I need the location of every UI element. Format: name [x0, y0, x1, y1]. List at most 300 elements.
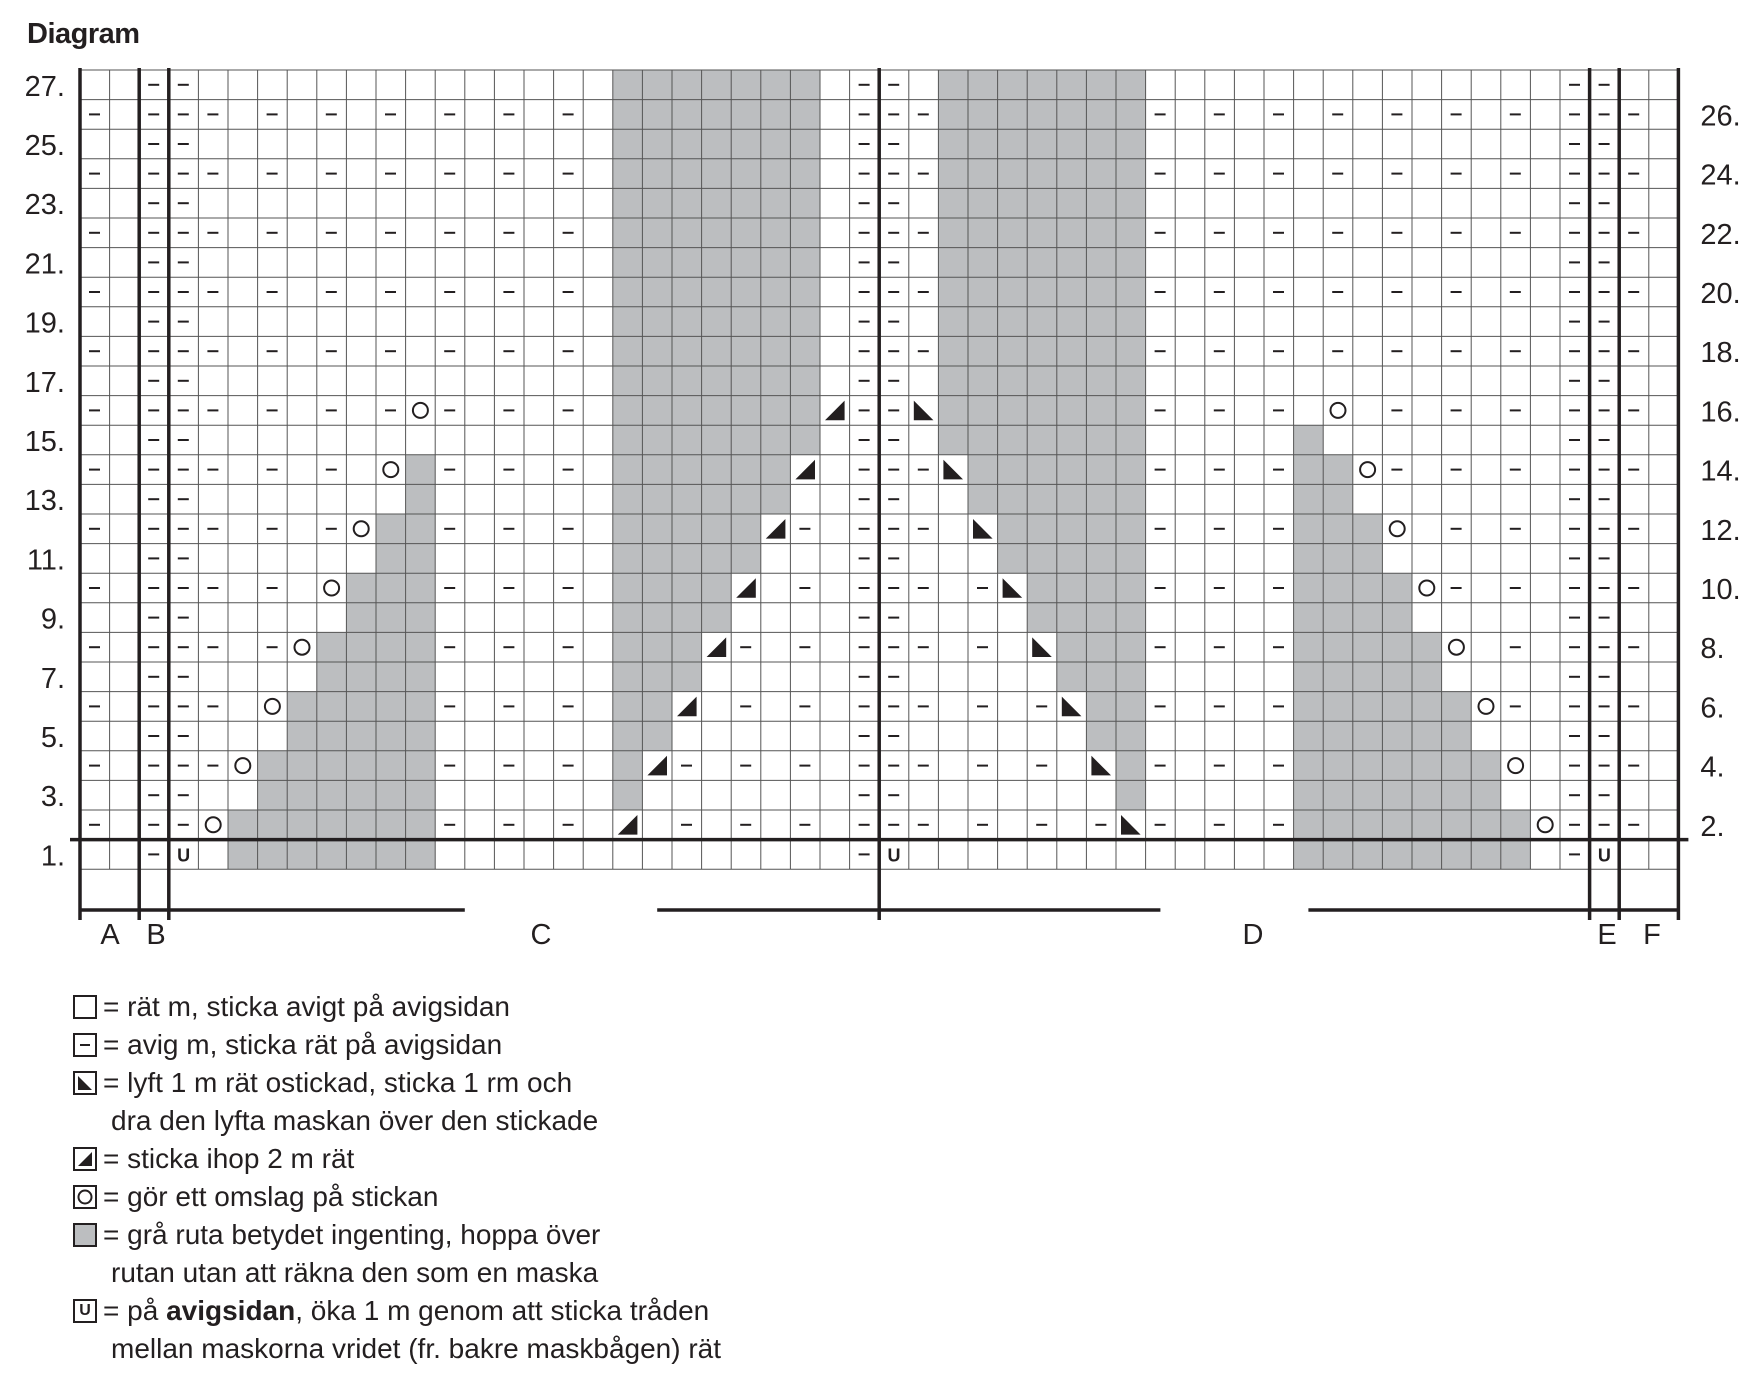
row-number-left: 17. [24, 366, 65, 399]
grey-cell [1027, 248, 1057, 278]
grey-cell [1412, 692, 1442, 722]
grey-cell [1116, 484, 1146, 514]
grey-cell [968, 425, 998, 455]
grey-cell [672, 396, 702, 426]
grey-cell [1027, 277, 1057, 307]
grey-cell [998, 514, 1028, 544]
grey-cell [406, 780, 436, 810]
chart-title: Diagram [27, 18, 140, 50]
grey-cell [1057, 277, 1087, 307]
row-number-left: 7. [40, 662, 65, 695]
grey-cell [998, 484, 1028, 514]
grey-cell [1116, 544, 1146, 574]
grey-cell [761, 425, 791, 455]
grey-cell [613, 277, 643, 307]
grey-cell [1116, 248, 1146, 278]
grey-cell [672, 248, 702, 278]
grey-cell [790, 336, 820, 366]
grey-cell [406, 662, 436, 692]
grey-cell [1471, 840, 1501, 870]
grey-cell [1323, 692, 1353, 722]
grey-cell [1057, 248, 1087, 278]
grey-cell [1323, 514, 1353, 544]
grey-cell [346, 840, 376, 870]
grey-cell [998, 544, 1028, 574]
grey-cell [702, 248, 732, 278]
legend-item [73, 1216, 721, 1254]
grey-cell [258, 751, 288, 781]
grey-cell [1027, 366, 1057, 396]
grey-cell [731, 307, 761, 337]
grey-cell [406, 484, 436, 514]
grey-cell [613, 632, 643, 662]
yarn-over-symbol [1479, 699, 1494, 714]
grey-cell [346, 751, 376, 781]
grey-cell [672, 455, 702, 485]
grey-cell [968, 100, 998, 130]
grey-cell [1027, 544, 1057, 574]
grey-cell [613, 780, 643, 810]
grey-cell [1086, 366, 1116, 396]
grey-cell [702, 159, 732, 189]
legend-text: rutan utan att räkna den som en maska [111, 1257, 599, 1288]
grey-cell [672, 484, 702, 514]
grey-cell [1027, 484, 1057, 514]
yarn-over-symbol [354, 521, 369, 536]
grey-cell [1057, 484, 1087, 514]
grey-cell [317, 780, 347, 810]
grey-cell [406, 573, 436, 603]
grey-cell [938, 396, 968, 426]
grey-cell [1353, 603, 1383, 633]
u-increase-icon: U [73, 1299, 97, 1323]
grey-cell [761, 188, 791, 218]
grey-cell [731, 218, 761, 248]
grey-cell [287, 751, 317, 781]
row-number-right: 6. [1700, 692, 1725, 725]
grey-cell [1442, 780, 1472, 810]
grey-cell [761, 396, 791, 426]
grey-cell [1086, 100, 1116, 130]
grey-cell [406, 455, 436, 485]
grey-cell [346, 603, 376, 633]
grey-cell [702, 396, 732, 426]
grey-cell [642, 336, 672, 366]
grey-cell [1027, 100, 1057, 130]
grey-cell [761, 159, 791, 189]
grey-cell [1442, 751, 1472, 781]
grey-cell [1116, 603, 1146, 633]
grey-cell [613, 751, 643, 781]
grey-cell [1294, 484, 1324, 514]
grey-cell [731, 100, 761, 130]
increase-symbol: U [177, 845, 191, 866]
grey-cell [1323, 573, 1353, 603]
grey-cell [702, 425, 732, 455]
grey-cell [642, 70, 672, 100]
grey-cell [1057, 455, 1087, 485]
grey-cell [702, 544, 732, 574]
row-number-left: 5. [40, 722, 65, 754]
grey-cell [287, 780, 317, 810]
grey-cell [1116, 455, 1146, 485]
yarn-over-symbol [265, 699, 280, 714]
legend-text: mellan maskorna vridet (fr. bakre maskbågen) rät [111, 1333, 722, 1364]
grey-cell [1086, 188, 1116, 218]
grey-cell [376, 840, 406, 870]
grey-cell [613, 514, 643, 544]
grey-cell [790, 129, 820, 159]
grey-cell [702, 514, 732, 544]
grey-cell [406, 544, 436, 574]
grey-cell [968, 484, 998, 514]
grey-cell [642, 277, 672, 307]
grey-cell [613, 307, 643, 337]
grey-cell [1116, 692, 1146, 722]
grey-cell [1353, 721, 1383, 751]
grey-cell [1116, 632, 1146, 662]
grey-cell [761, 218, 791, 248]
grey-cell [702, 336, 732, 366]
grey-cell [1323, 751, 1353, 781]
grey-cell [642, 632, 672, 662]
legend-text: = grå ruta betydet ingenting, hoppa över [103, 1219, 601, 1250]
grey-cell [968, 307, 998, 337]
legend-item [73, 1064, 721, 1102]
grey-cell [1294, 662, 1324, 692]
row-number-right: 16. [1700, 396, 1741, 429]
grey-cell [1353, 544, 1383, 574]
grey-cell [790, 218, 820, 248]
grey-cell [1086, 662, 1116, 692]
grey-cell [1086, 455, 1116, 485]
grey-cell [406, 603, 436, 633]
ssk-symbol [973, 519, 993, 539]
grey-cell [1382, 692, 1412, 722]
row-number-right: 4. [1700, 751, 1725, 784]
grey-cell [376, 692, 406, 722]
section-label-e: E [1597, 919, 1617, 951]
grey-cell [1027, 70, 1057, 100]
grey-cell [642, 425, 672, 455]
grey-cell [1086, 129, 1116, 159]
grey-cell [702, 129, 732, 159]
grey-cell [1353, 573, 1383, 603]
row-number-right: 24. [1700, 159, 1741, 192]
grey-cell [938, 159, 968, 189]
grey-cell [1412, 662, 1442, 692]
grey-cell [790, 425, 820, 455]
k2tog-symbol [647, 756, 667, 776]
grey-cell [1086, 721, 1116, 751]
grey-cell [731, 159, 761, 189]
grey-cell [376, 780, 406, 810]
section-label-d: D [1242, 919, 1264, 951]
grey-cell [998, 425, 1028, 455]
grey-cell [761, 484, 791, 514]
grey-cell [642, 662, 672, 692]
grey-cell [702, 455, 732, 485]
grey-cell [1353, 662, 1383, 692]
legend-item [73, 1292, 721, 1330]
grey-cell [1116, 218, 1146, 248]
yarn-over-symbol [235, 758, 250, 773]
grey-cell [1086, 692, 1116, 722]
grey-cell [968, 188, 998, 218]
grey-cell [1382, 603, 1412, 633]
grey-cell [731, 129, 761, 159]
grey-cell [1294, 721, 1324, 751]
grey-cell [938, 366, 968, 396]
grey-cell [998, 307, 1028, 337]
grey-cell [317, 810, 347, 840]
yarn-over-symbol [1508, 758, 1523, 773]
grey-cell [672, 188, 702, 218]
grey-cell [346, 573, 376, 603]
grey-cell [1027, 603, 1057, 633]
grey-cell [1323, 484, 1353, 514]
row-number-right: 20. [1700, 278, 1741, 310]
grey-cell [613, 484, 643, 514]
grey-cell [731, 366, 761, 396]
grey-cell [938, 307, 968, 337]
grey-cell [1294, 751, 1324, 781]
k2tog-symbol [618, 815, 638, 835]
grey-cell [968, 70, 998, 100]
grey-cell [317, 721, 347, 751]
grey-cell [406, 721, 436, 751]
grey-cell [731, 188, 761, 218]
row-number-right: 22. [1700, 218, 1741, 251]
grey-cell [672, 544, 702, 574]
grey-cell [1057, 396, 1087, 426]
legend-item [73, 988, 721, 1026]
grey-cell [642, 484, 672, 514]
purl-dash-icon [73, 1033, 97, 1057]
grey-cell [1086, 573, 1116, 603]
grey-cell [346, 721, 376, 751]
grey-cell [1294, 810, 1324, 840]
grey-cell [938, 70, 968, 100]
grey-cell [1027, 396, 1057, 426]
row-number-right: 2. [1700, 810, 1725, 843]
grey-cell [672, 159, 702, 189]
grey-cell [642, 721, 672, 751]
yarn-over-symbol [206, 817, 221, 832]
grey-cell [376, 632, 406, 662]
grey-cell [938, 188, 968, 218]
grey-cell [1501, 810, 1531, 840]
grey-cell [613, 100, 643, 130]
section-label-b: B [146, 919, 166, 951]
ssk-symbol [1091, 756, 1111, 776]
yarn-over-symbol [413, 403, 428, 418]
grey-cell [1116, 425, 1146, 455]
grey-cell [613, 662, 643, 692]
ssk-symbol [914, 401, 934, 421]
grey-cell [672, 218, 702, 248]
grey-cell [1323, 632, 1353, 662]
ssk-symbol [1062, 697, 1082, 717]
grey-cell [998, 366, 1028, 396]
grey-cell [287, 721, 317, 751]
grey-cell [968, 455, 998, 485]
increase-symbol: U [1597, 845, 1611, 866]
grey-cell [642, 514, 672, 544]
row-number-left: 23. [24, 189, 65, 222]
grey-cell [1382, 721, 1412, 751]
grey-cell [1086, 159, 1116, 189]
grey-cell [672, 307, 702, 337]
grey-cell [258, 840, 288, 870]
grey-cell [228, 810, 258, 840]
grey-cell [1323, 810, 1353, 840]
yarn-over-symbol [1449, 640, 1464, 655]
grey-cell [998, 455, 1028, 485]
grey-cell [1057, 218, 1087, 248]
grey-cell [1382, 632, 1412, 662]
row-number-right: 8. [1700, 633, 1725, 666]
grey-cell [761, 307, 791, 337]
grey-cell [1116, 662, 1146, 692]
grey-cell [790, 307, 820, 337]
grey-cell [938, 100, 968, 130]
grey-cell [406, 840, 436, 870]
grey-cell [1471, 780, 1501, 810]
grey-cell [1412, 632, 1442, 662]
grey-cell [1057, 159, 1087, 189]
grey-cell [1294, 692, 1324, 722]
grey-cell [406, 632, 436, 662]
k2tog-symbol [825, 401, 845, 421]
grey-cell [1116, 366, 1146, 396]
grey-cell [613, 425, 643, 455]
grey-cell [1323, 780, 1353, 810]
grey-cell [642, 159, 672, 189]
grey-cell [1116, 573, 1146, 603]
grey-cell [672, 70, 702, 100]
grey-cell [998, 129, 1028, 159]
grey-cell [1353, 840, 1383, 870]
legend-item [73, 1026, 721, 1064]
grey-cell [1412, 840, 1442, 870]
grey-cell [702, 277, 732, 307]
grey-cell [1027, 188, 1057, 218]
grey-cell [317, 751, 347, 781]
grey-cell [998, 100, 1028, 130]
grey-cell [1057, 129, 1087, 159]
grey-cell [731, 248, 761, 278]
grey-cell [406, 810, 436, 840]
grey-cell [938, 218, 968, 248]
k2tog-symbol [677, 697, 697, 717]
grey-cell [613, 544, 643, 574]
grey-cell [613, 336, 643, 366]
grey-cell [731, 544, 761, 574]
grey-cell [613, 248, 643, 278]
yarn-over-symbol [1538, 817, 1553, 832]
k2tog-symbol [795, 460, 815, 480]
row-number-left: 1. [40, 840, 65, 873]
grey-cell [642, 100, 672, 130]
grey-cell [1323, 455, 1353, 485]
grey-cell [968, 277, 998, 307]
grey-cell [1353, 751, 1383, 781]
grey-cell [1086, 425, 1116, 455]
grey-cell [1116, 396, 1146, 426]
grey-cell [346, 810, 376, 840]
grey-cell [790, 159, 820, 189]
grey-cell [1116, 188, 1146, 218]
ssk-symbol [1032, 637, 1052, 657]
grey-cell [731, 277, 761, 307]
grey-cell [1412, 721, 1442, 751]
row-number-right: 14. [1700, 455, 1741, 488]
grey-cell [1027, 159, 1057, 189]
grey-cell [613, 455, 643, 485]
row-number-left: 9. [40, 603, 65, 636]
grey-cell [1027, 129, 1057, 159]
grey-cell [968, 248, 998, 278]
grey-cell [1116, 751, 1146, 781]
legend-text: = gör ett omslag på stickan [103, 1181, 439, 1212]
grey-cell [1116, 100, 1146, 130]
grey-cell [1116, 70, 1146, 100]
legend-text: = på avigsidan, öka 1 m genom att sticka tråden [103, 1295, 710, 1326]
grey-cell [1027, 455, 1057, 485]
grey-cell [642, 307, 672, 337]
grey-cell [613, 366, 643, 396]
grey-cell [1027, 336, 1057, 366]
grey-cell [317, 662, 347, 692]
grey-cell [1116, 780, 1146, 810]
grey-cell [968, 396, 998, 426]
grey-cell [376, 721, 406, 751]
grey-cell [1294, 840, 1324, 870]
grey-cell [672, 573, 702, 603]
grey-cell [1353, 810, 1383, 840]
k2tog-right-slant-icon [73, 1147, 97, 1171]
grey-cell [1412, 780, 1442, 810]
grey-cell [790, 277, 820, 307]
grey-cell [1116, 721, 1146, 751]
yarn-over-symbol [295, 640, 310, 655]
grey-cell [376, 514, 406, 544]
grey-cell [1086, 248, 1116, 278]
grey-cell [642, 603, 672, 633]
grey-cell [642, 692, 672, 722]
grey-cell [1323, 603, 1353, 633]
grey-cell [1353, 514, 1383, 544]
ssk-symbol [1003, 578, 1023, 598]
grey-cell [790, 248, 820, 278]
grey-cell [731, 396, 761, 426]
grey-cell [968, 129, 998, 159]
grey-cell [1057, 603, 1087, 633]
grey-cell [790, 100, 820, 130]
grey-cell [702, 70, 732, 100]
grey-cell [1412, 751, 1442, 781]
grey-cell [1116, 159, 1146, 189]
knit-square-icon [73, 995, 97, 1019]
grey-cell [1294, 425, 1324, 455]
grey-cell [938, 277, 968, 307]
grey-cell [613, 603, 643, 633]
grey-cell [1027, 514, 1057, 544]
grey-cell [1086, 632, 1116, 662]
grey-cell [642, 455, 672, 485]
grey-cell [1471, 751, 1501, 781]
